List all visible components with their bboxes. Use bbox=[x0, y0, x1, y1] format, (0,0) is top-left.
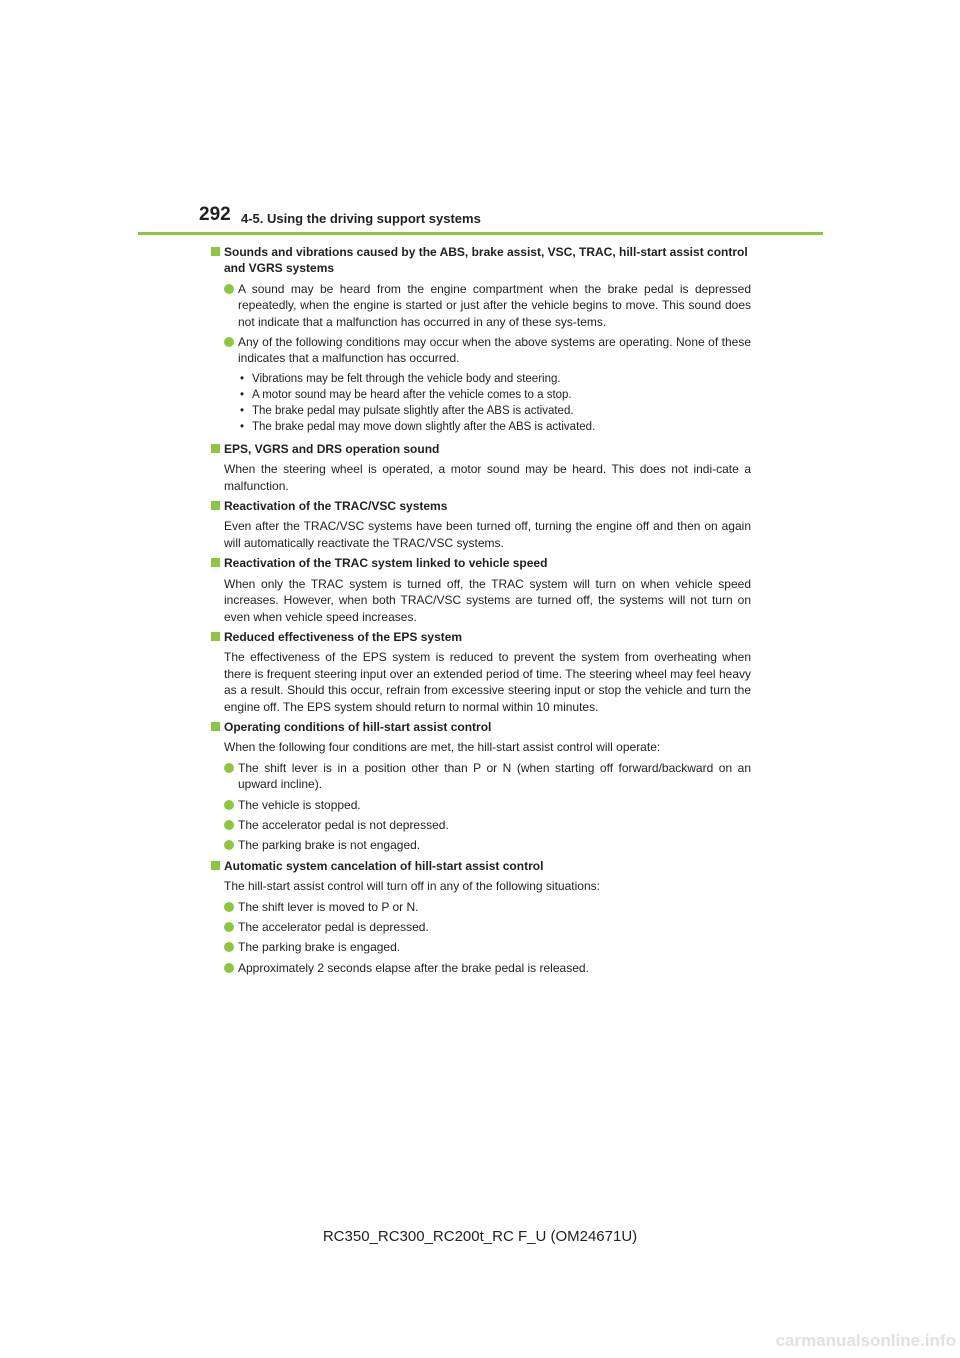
circle-bullet-icon bbox=[224, 840, 234, 850]
circle-bullet-icon bbox=[224, 902, 234, 912]
section-hill-start-conditions bbox=[211, 719, 751, 854]
section-body: When the following four conditions are met, the hill-start assist control will operate: bbox=[224, 740, 661, 755]
list-item: Approximately 2 seconds elapse after the brake pedal is released. bbox=[211, 960, 751, 976]
section-heading: Operating conditions of hill-start assist control bbox=[211, 719, 751, 735]
section-body: The hill-start assist control will turn off in any of the following situations: bbox=[224, 879, 600, 894]
square-bullet-icon bbox=[211, 632, 220, 641]
circle-bullet-icon bbox=[224, 763, 234, 773]
section-trac-vsc-reactivation bbox=[211, 498, 751, 551]
section-heading: Reactivation of the TRAC system linked to vehicle speed bbox=[211, 555, 751, 571]
section-body: When only the TRAC system is turned off, the TRAC system will turn on when vehicle speed increases. However, when both TRAC/VSC systems are turned off, the systems will not turn on even when vehicle speed increases. bbox=[224, 576, 751, 624]
section-heading: Reactivation of the TRAC/VSC systems bbox=[211, 498, 751, 514]
sub-list-item: • The brake pedal may move down slightly after the ABS is activated. bbox=[240, 420, 596, 433]
circle-bullet-icon bbox=[224, 820, 234, 830]
watermark: carmanualsonline.info bbox=[775, 1331, 956, 1350]
section-body: The effectiveness of the EPS system is reduced to prevent the system from overheating when there is frequent steering input over an extended period of time. The steering wheel may feel heavy as a result. Should this occur, refrain from excessive steering input or stop the vehicle and turn the engine off. The EPS system should return to normal within 10 minutes. bbox=[224, 650, 751, 714]
section-eps-reduced bbox=[211, 629, 751, 715]
list-item: A sound may be heard from the engine compartment when the brake pedal is depressed repeatedly, when the engine is started or just after the vehicle begins to move. This sound does not indicate that a malfunction has occurred in any of these sys-tems. bbox=[211, 281, 751, 330]
list-item: The shift lever is moved to P or N. bbox=[211, 899, 751, 915]
square-bullet-icon bbox=[211, 558, 220, 567]
square-bullet-icon bbox=[211, 247, 220, 256]
section-heading: Reduced effectiveness of the EPS system bbox=[211, 629, 751, 645]
section-body: Even after the TRAC/VSC systems have been turned off, turning the engine off and then on again will automatically reactivate the TRAC/VSC systems. bbox=[224, 519, 751, 550]
section-heading: Automatic system cancelation of hill-start assist control bbox=[211, 858, 751, 874]
dot-marker-icon: • bbox=[240, 420, 245, 433]
circle-bullet-icon bbox=[224, 800, 234, 810]
square-bullet-icon bbox=[211, 501, 220, 510]
list-item: The parking brake is engaged. bbox=[211, 939, 751, 955]
list-item: The accelerator pedal is not depressed. bbox=[211, 817, 751, 833]
list-item: The shift lever is in a position other than P or N (when starting off forward/backward on an upward incline). bbox=[211, 760, 751, 793]
page-content bbox=[211, 244, 751, 980]
list-item: The accelerator pedal is depressed. bbox=[211, 919, 751, 935]
list-item: The parking brake is not engaged. bbox=[211, 837, 751, 853]
circle-bullet-icon bbox=[224, 284, 234, 294]
square-bullet-icon bbox=[211, 861, 220, 870]
page-header bbox=[199, 204, 819, 234]
sub-list-item: • The brake pedal may pulsate slightly after the ABS is activated. bbox=[240, 404, 574, 417]
dot-marker-icon: • bbox=[240, 372, 245, 385]
dot-marker-icon: • bbox=[240, 388, 245, 401]
chapter-title: 4-5. Using the driving support systems bbox=[241, 211, 481, 226]
header-rule bbox=[138, 232, 823, 235]
list-item: Any of the following conditions may occur when the above systems are operating. None of these indicates that a malfunction has occurred. bbox=[211, 334, 751, 367]
footer-model-code: RC350_RC300_RC200t_RC F_U (OM24671U) bbox=[322, 1228, 638, 1245]
section-body: When the steering wheel is operated, a motor sound may be heard. This does not indi-cate a malfunction. bbox=[224, 462, 751, 493]
sub-list-item: • Vibrations may be felt through the vehicle body and steering. bbox=[240, 372, 561, 385]
section-sounds-vibrations bbox=[211, 244, 751, 435]
section-eps-sound bbox=[211, 441, 751, 494]
section-trac-speed bbox=[211, 555, 751, 625]
section-heading: EPS, VGRS and DRS operation sound bbox=[211, 441, 751, 457]
sub-list bbox=[211, 371, 751, 435]
section-hill-start-cancel bbox=[211, 858, 751, 976]
square-bullet-icon bbox=[211, 444, 220, 453]
page-number: 292 bbox=[199, 204, 231, 225]
circle-bullet-icon bbox=[224, 963, 234, 973]
dot-marker-icon: • bbox=[240, 404, 245, 417]
square-bullet-icon bbox=[211, 722, 220, 731]
circle-bullet-icon bbox=[224, 942, 234, 952]
list-item: The vehicle is stopped. bbox=[211, 797, 751, 813]
sub-list-item: • A motor sound may be heard after the vehicle comes to a stop. bbox=[240, 388, 572, 401]
circle-bullet-icon bbox=[224, 922, 234, 932]
circle-bullet-icon bbox=[224, 337, 234, 347]
section-heading: Sounds and vibrations caused by the ABS, brake assist, VSC, TRAC, hill-start assist control and VGRS systems bbox=[211, 244, 751, 277]
